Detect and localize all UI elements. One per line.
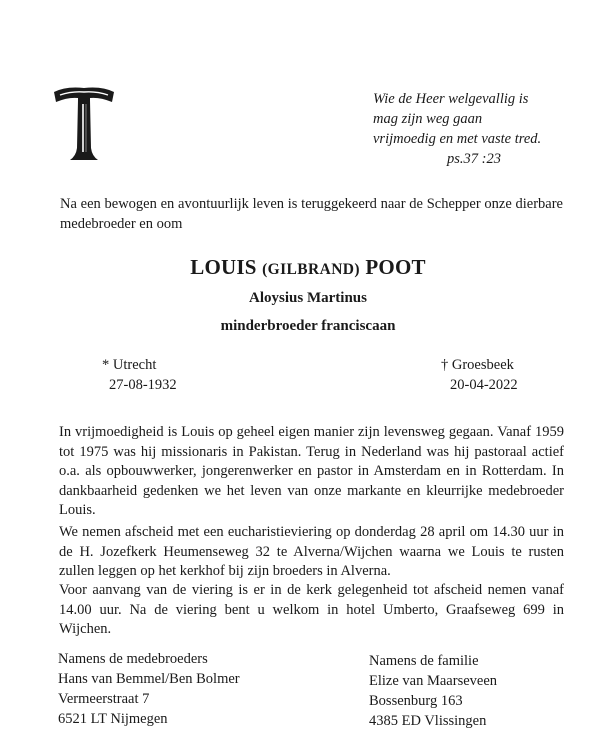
last-name: POOT xyxy=(365,255,426,279)
quote-reference: ps.37 :23 xyxy=(447,151,501,167)
birth-info xyxy=(102,355,177,395)
quote-line: mag zijn weg gaan xyxy=(373,111,483,127)
intro-text: Na een bewogen en avontuurlijk leven is teruggekeerd naar de Schepper onze dierbare medebroeder en oom xyxy=(60,196,563,232)
deceased-name xyxy=(0,255,616,280)
baptismal-names: Aloysius Martinus xyxy=(249,290,367,306)
religious-name: (GILBRAND) xyxy=(262,261,360,278)
signature-line: Namens de familie xyxy=(369,653,479,669)
signature-line: 6521 LT Nijmegen xyxy=(58,711,168,727)
birth-date: 27-08-1932 xyxy=(109,377,177,393)
death-info xyxy=(441,355,518,395)
signature-line: Namens de medebroeders xyxy=(58,651,208,667)
signature-line: Hans van Bemmel/Ben Bolmer xyxy=(58,671,240,687)
biography-paragraph: In vrijmoedigheid is Louis op geheel eigen manier zijn levensweg gegaan. Vanaf 1959 tot 1975 was hij missionaris in Pakistan. Terug in Nederland was hij pastoraal actief o.a. als opbouwwerker, jongerenwerker en pastor in Amsterdam en in Rotterdam. In dankbaarheid gedenken we het leven van onze markante en kleurrijke medebroeder Louis. xyxy=(59,424,564,519)
signature-line: Bossenburg 163 xyxy=(369,693,463,709)
signature-line: Elize van Maarseveen xyxy=(369,673,498,689)
tau-cross-icon xyxy=(52,86,116,164)
quote-line: Wie de Heer welgevallig is xyxy=(373,91,529,107)
death-date: 20-04-2022 xyxy=(450,377,518,393)
birth-place: * Utrecht xyxy=(102,357,157,373)
death-place: † Groesbeek xyxy=(441,357,514,373)
quote-line: vrijmoedig en met vaste tred. xyxy=(373,131,542,147)
first-name: LOUIS xyxy=(190,255,257,279)
scripture-quote xyxy=(373,89,583,169)
signature-line: 4385 ED Vlissingen xyxy=(369,713,487,729)
signature-line: Vermeerstraat 7 xyxy=(58,691,150,707)
religious-order: minderbroeder franciscaan xyxy=(220,318,396,334)
signature-family xyxy=(369,651,497,731)
signature-brothers xyxy=(58,649,240,729)
ceremony-paragraph: We nemen afscheid met een eucharistieviering op donderdag 28 april om 14.30 uur in de H. Jozefkerk Heumenseweg 32 te Alverna/Wijchen waarna we Louis te rusten zullen leggen op het kerkhof bij zijn broeders in Alverna. xyxy=(59,524,564,580)
farewell-paragraph: Voor aanvang van de viering is er in de kerk gelegenheid tot afscheid nemen vanaf 14.00 uur. Na de viering bent u welkom in hotel Umberto, Graafseweg 699 in Wijchen. xyxy=(59,582,564,638)
